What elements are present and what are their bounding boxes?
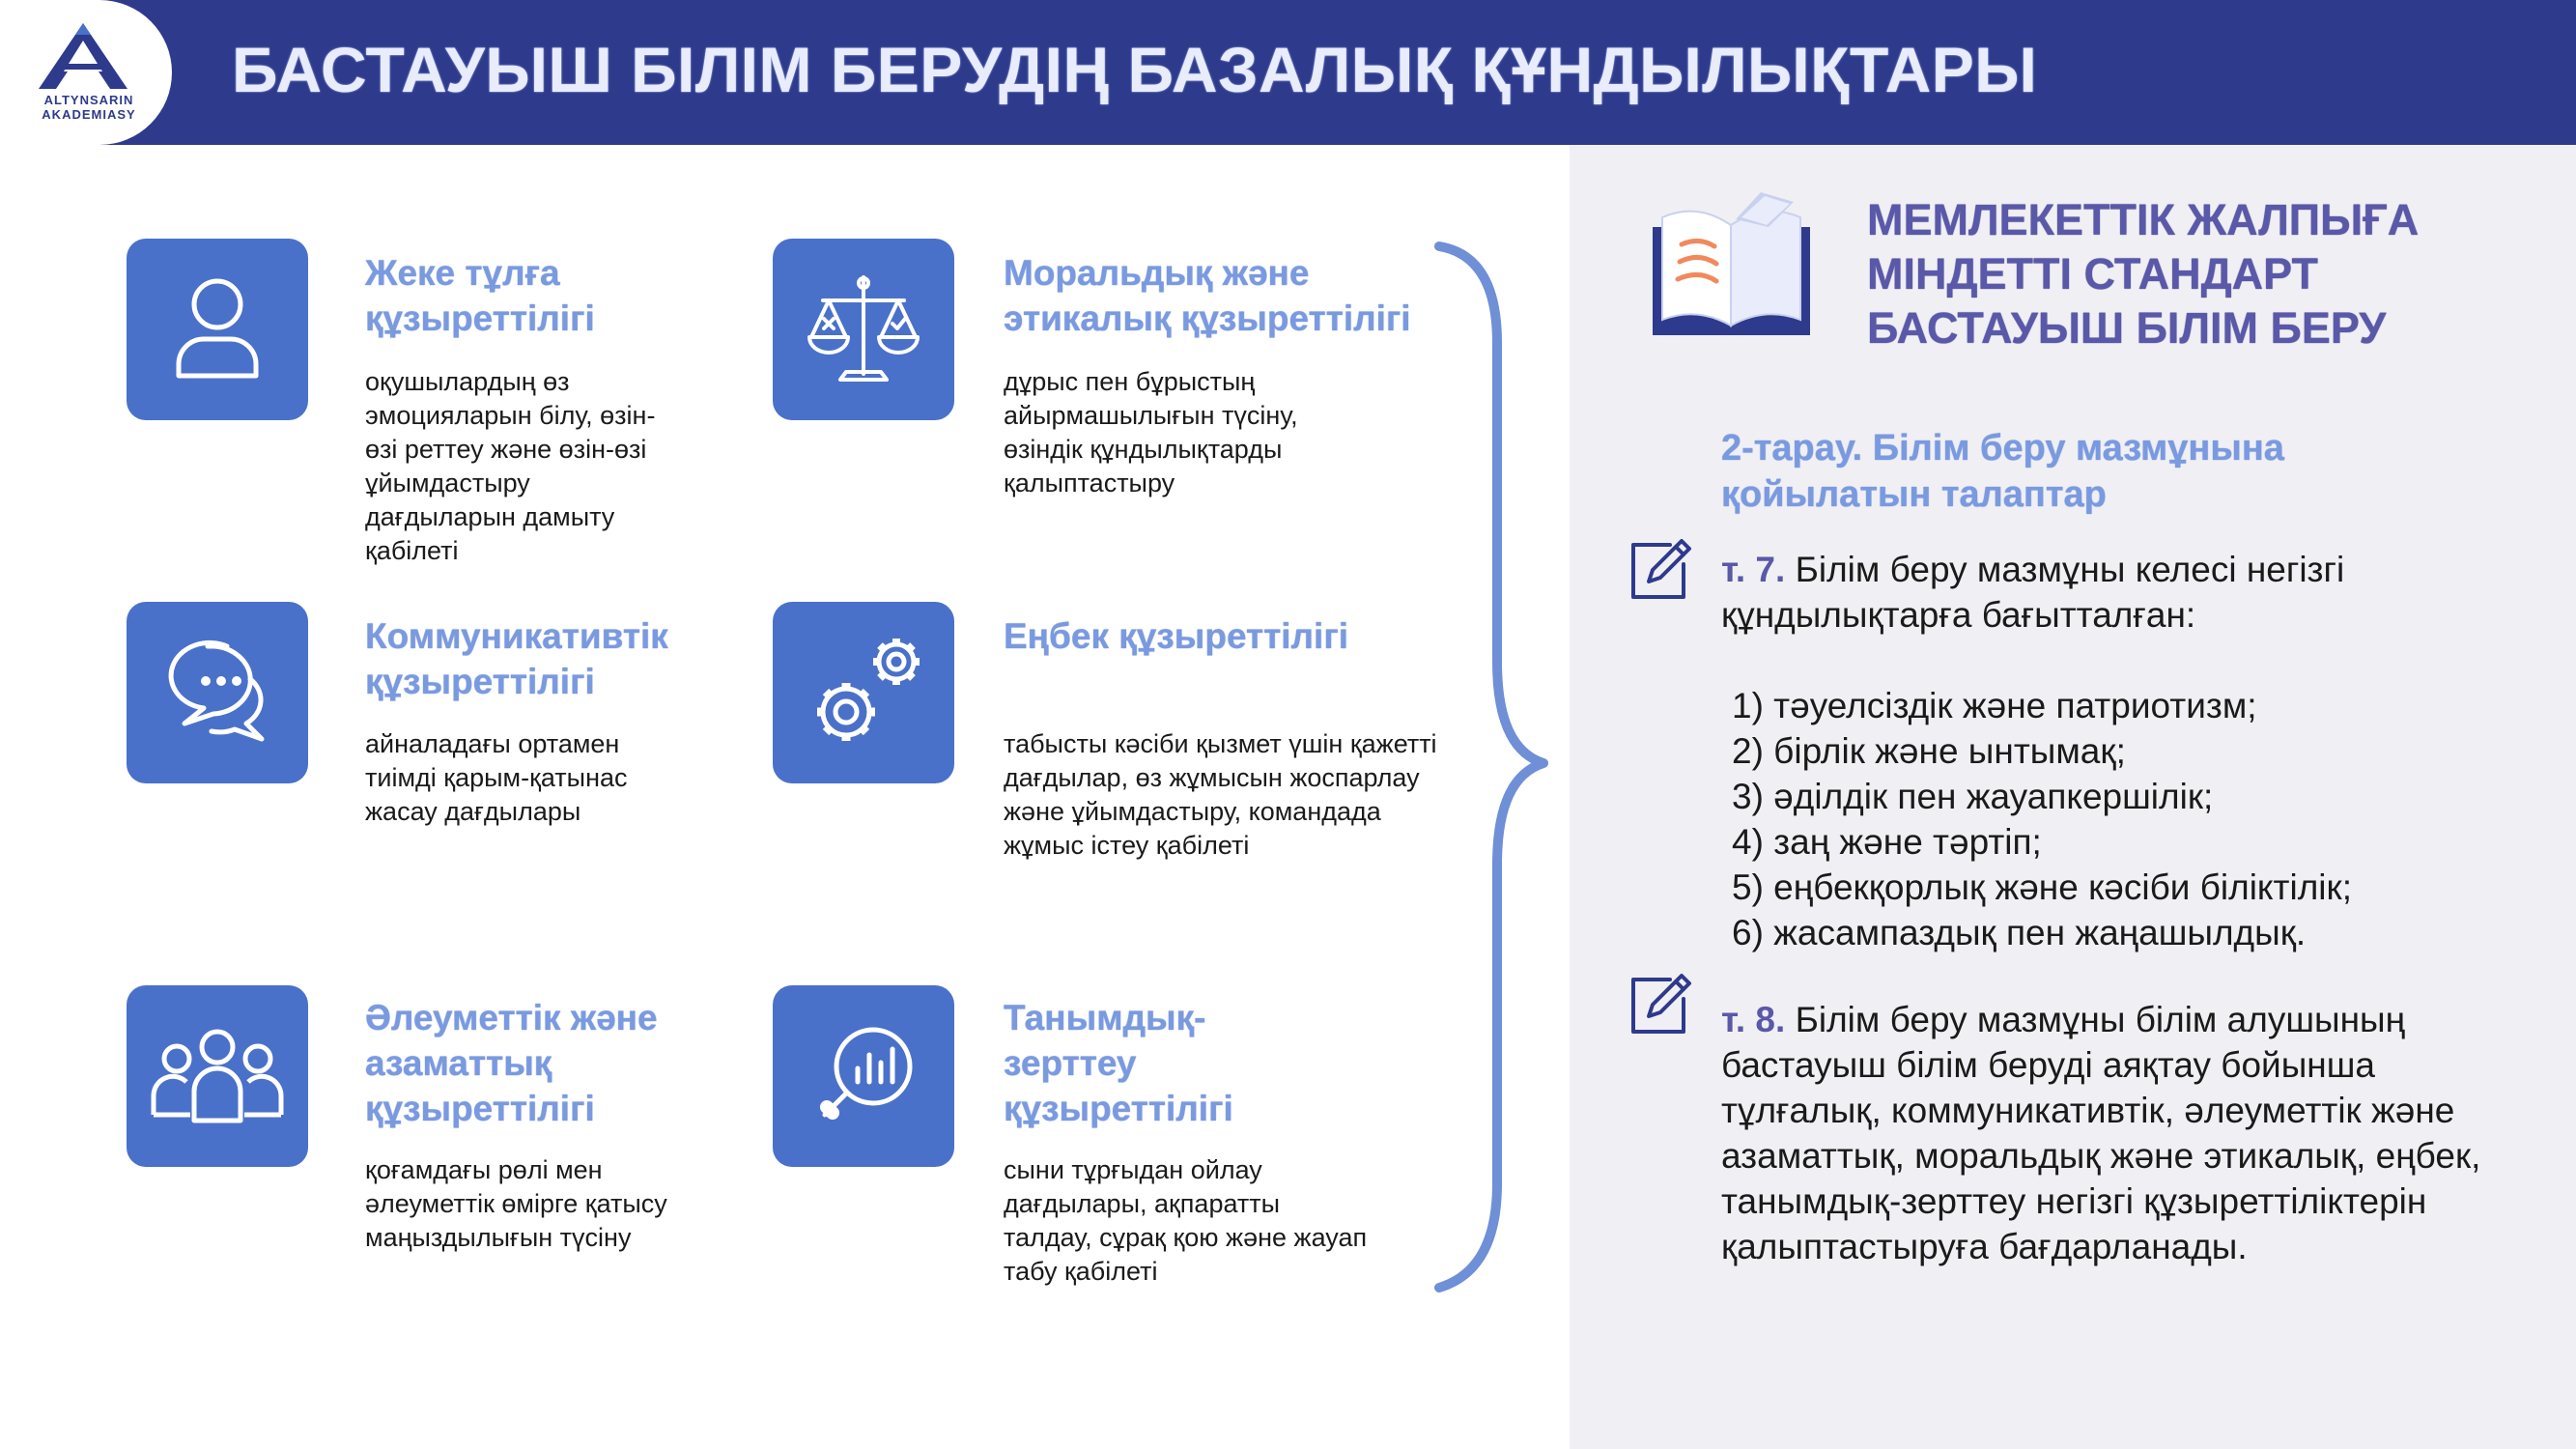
logo-area[interactable]: [0, 0, 172, 145]
card-description: айналадағы ортамен тиімді қарым-қатынас жасау дағдылары: [365, 729, 628, 826]
card-description: табысты кәсіби қызмет үшін қажетті дағдылар, өз жұмысын жоспарлау және ұйымдастыру, командада жұмыс істеу қабілеті: [1004, 729, 1437, 860]
card-title: Моральдық және этикалық құзыреттілігі: [1004, 253, 1411, 338]
paragraph-8-label: т. 8.: [1721, 1000, 1786, 1039]
person-icon: [127, 239, 308, 420]
magnifier-chart-icon: [773, 985, 954, 1167]
list-item: 5) еңбекқорлық және кәсіби біліктілік;: [1732, 867, 2352, 907]
moral-competence-tile: [773, 239, 954, 420]
communicative-competence-tile: [127, 602, 308, 783]
values-list: [1732, 683, 2352, 955]
list-item: 6) жасампаздық пен жаңашылдық.: [1732, 913, 2307, 952]
open-book-icon: [1647, 188, 1816, 343]
research-competence-tile: [773, 985, 954, 1167]
people-icon: [127, 985, 308, 1167]
logo-text: ALTYNSARIN AKADEMIASY: [42, 93, 136, 122]
list-item: 4) заң және тәртіп;: [1732, 822, 2042, 862]
paragraph-7-text: Білім беру мазмұны келесі негізгі құндылықтарға бағытталған:: [1721, 550, 2345, 635]
card-description: сыни тұрғыдан ойлау дағдылары, ақпаратты талдау, сұрақ қою және жауап табу қабілеті: [1004, 1155, 1368, 1286]
altynsarin-logo-icon: [37, 21, 129, 91]
scales-icon: [773, 239, 954, 420]
gears-icon: [773, 602, 954, 783]
paragraph-8: [1721, 997, 2523, 1269]
edit-note-icon: [1628, 537, 1695, 605]
standard-title: МЕМЛЕКЕТТІК ЖАЛПЫҒА МІНДЕТТІ СТАНДАРТ БАСТАУЫШ БІЛІМ БЕРУ: [1867, 195, 2420, 353]
chat-icon: [127, 602, 308, 783]
card-title: Танымдық-зерттеу құзыреттілігі: [1004, 998, 1233, 1128]
page-title: БАСТАУЫШ БІЛІМ БЕРУДІҢ БАЗАЛЫҚ ҚҰНДЫЛЫҚТАРЫ: [232, 34, 2038, 105]
labor-competence-tile: [773, 602, 954, 783]
paragraph-7: [1721, 547, 2455, 638]
card-description: дұрыс пен бұрыстың айырмашылығын түсіну, өзіндік құндылықтарды қалыптастыру: [1004, 367, 1298, 497]
edit-note-icon: [1628, 972, 1695, 1039]
chapter-heading: 2-тарау. Білім беру мазмұнына қойылатын талаптар: [1721, 428, 2284, 515]
card-description: қоғамдағы рөлі мен әлеуметтік өмірге қатысу маңыздылығын түсіну: [365, 1155, 667, 1252]
card-title: Еңбек құзыреттілігі: [1004, 616, 1349, 656]
card-description: оқушылардың өз эмоцияларын білу, өзін-өзі реттеу және өзін-өзі ұйымдастыру дағдыларын дамыту қабілеті: [365, 367, 656, 565]
list-item: 1) тәуелсіздік және патриотизм;: [1732, 686, 2257, 725]
paragraph-7-label: т. 7.: [1721, 550, 1786, 589]
list-item: 2) бірлік және ынтымақ;: [1732, 731, 2126, 771]
personal-competence-tile: [127, 239, 308, 420]
list-item: 3) әділдік пен жауапкершілік;: [1732, 777, 2214, 816]
paragraph-8-text: Білім беру мазмұны білім алушының бастауыш білім беруді аяқтау бойынша тұлғалық, коммуникативтік, әлеуметтік және азаматтық, моральдық және этикалық, еңбек, танымдық-зерттеу негізгі құзыреттіліктерін қалыптастыруға бағдарланады.: [1721, 1000, 2481, 1266]
curly-brace-connector: [1430, 237, 1565, 1299]
card-title: Жеке тұлға құзыреттілігі: [365, 253, 595, 338]
card-title: Коммуникативтік құзыреттілігі: [365, 616, 668, 701]
card-title: Әлеуметтік және азаматтық құзыреттілігі: [365, 998, 658, 1128]
social-competence-tile: [127, 985, 308, 1167]
